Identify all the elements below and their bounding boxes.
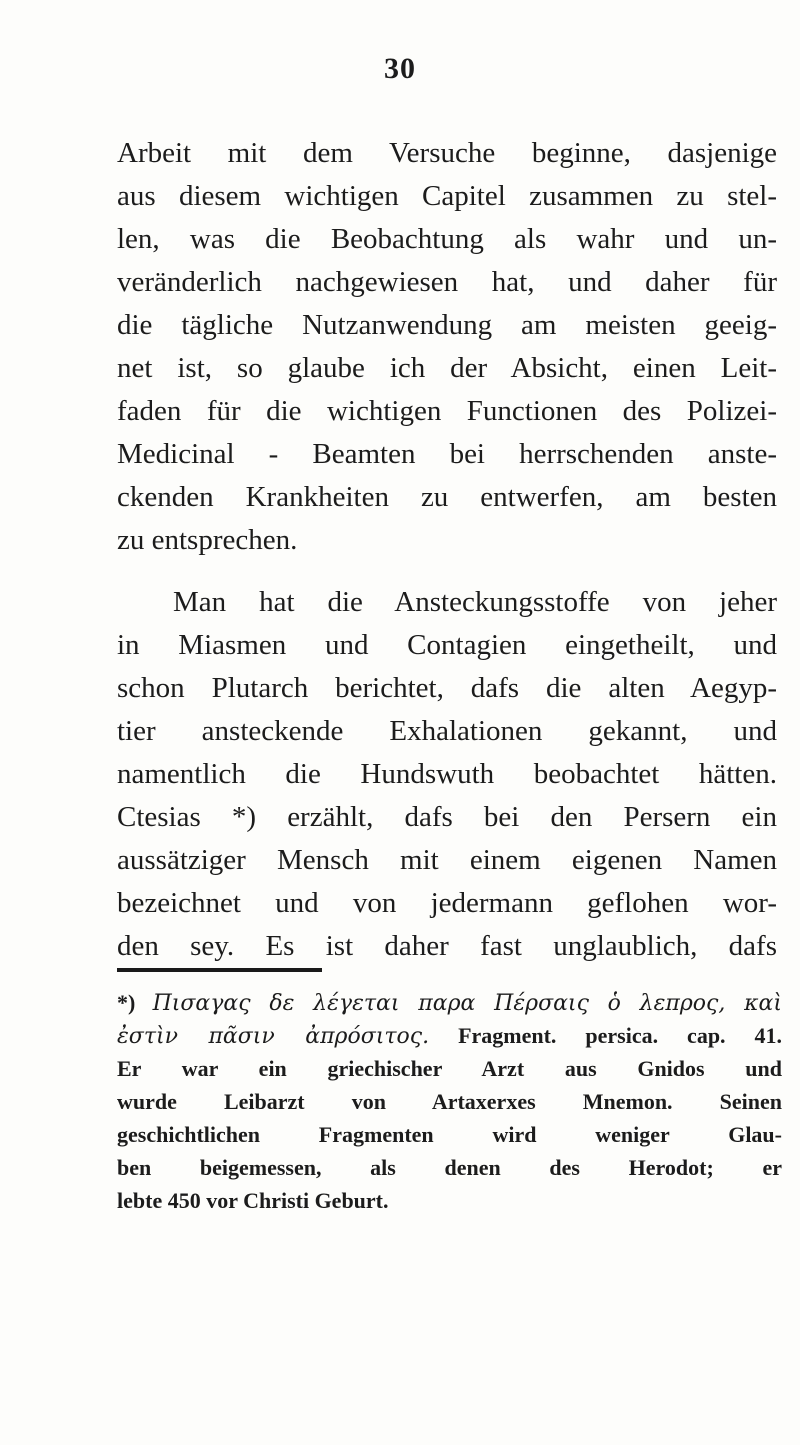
text-line: namentlich die Hundswuth beobachtet hätten.	[117, 758, 777, 790]
text-line: tier ansteckende Exhalationen gekannt, und	[117, 715, 777, 747]
text-line: net ist, so glaube ich der Absicht, einen Leit-	[117, 352, 777, 384]
footnote-divider	[117, 968, 322, 972]
text-line: die tägliche Nutzanwendung am meisten geeig-	[117, 309, 777, 341]
text-line: den sey. Es ist daher fast unglaublich, dafs	[117, 930, 777, 962]
paragraph-2	[117, 581, 777, 968]
footnote-line	[117, 986, 782, 1019]
text-line: veränderlich nachgewiesen hat, und daher für	[117, 266, 777, 298]
footnote-line: Er war ein griechischer Arzt aus Gnidos und	[117, 1056, 782, 1081]
text-line: aus diesem wichtigen Capitel zusammen zu stel-	[117, 180, 777, 212]
footnote-line: lebte 450 vor Christi Geburt.	[117, 1188, 389, 1213]
text-line: zu entsprechen.	[117, 524, 298, 556]
text-line: Arbeit mit dem Versuche beginne, dasjenige	[117, 137, 777, 169]
greek-quote: ἐστὶν πᾶσιν ἀπρόσιτος.	[117, 1024, 430, 1049]
text-line: Ctesias *) erzählt, dafs bei den Persern ein	[117, 801, 777, 833]
text-line: bezeichnet und von jedermann geflohen wor-	[117, 887, 777, 919]
footnote-marker: *)	[117, 990, 136, 1015]
text-line: faden für die wichtigen Functionen des Polizei-	[117, 395, 777, 427]
footnote-line: ben beigemessen, als denen des Herodot; er	[117, 1155, 782, 1180]
greek-quote: Πισαγας δε λέγεται παρα Πέρσαις ὁ λεπρος, καὶ	[152, 991, 783, 1016]
text-line: aussätziger Mensch mit einem eigenen Namen	[117, 844, 777, 876]
text-line: in Miasmen und Contagien eingetheilt, und	[117, 629, 777, 661]
footnote-line	[117, 1019, 782, 1052]
footnote-citation: Fragment. persica. cap. 41.	[458, 1023, 783, 1048]
text-line: len, was die Beobachtung als wahr und un-	[117, 223, 777, 255]
footnote	[117, 986, 782, 1217]
text-line: Man hat die Ansteckungsstoffe von jeher	[173, 586, 777, 618]
text-line: schon Plutarch berichtet, dafs die alten Aegyp-	[117, 672, 777, 704]
footnote-line: geschichtlichen Fragmenten wird weniger Glau-	[117, 1122, 782, 1147]
footnote-line: wurde Leibarzt von Artaxerxes Mnemon. Seinen	[117, 1089, 782, 1114]
paragraph-1	[117, 132, 777, 562]
page-number: 30	[384, 52, 416, 85]
text-line: ckenden Krankheiten zu entwerfen, am besten	[117, 481, 777, 513]
text-line: Medicinal - Beamten bei herrschenden anste-	[117, 438, 777, 470]
